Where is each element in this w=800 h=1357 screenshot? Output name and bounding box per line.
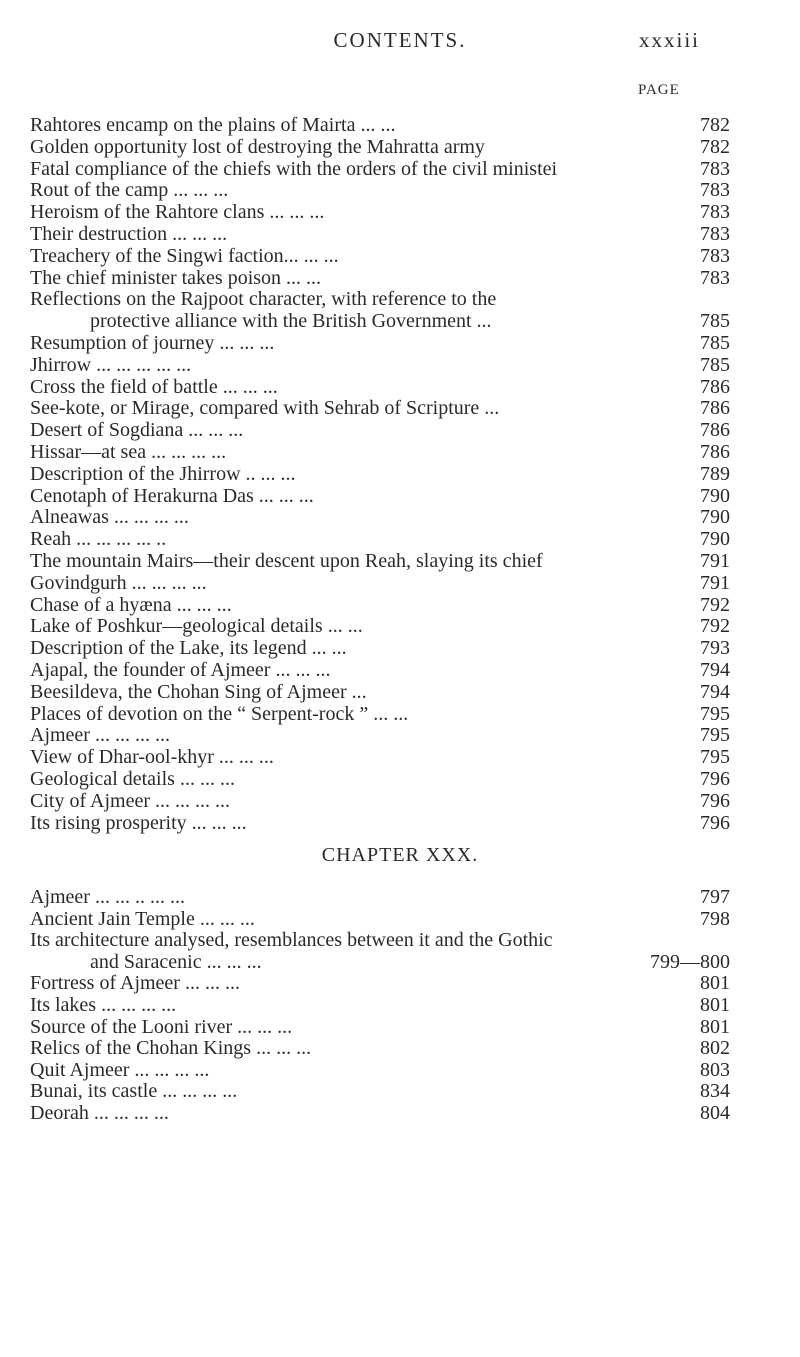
entry-title: Treachery of the Singwi faction... ... ... (30, 244, 339, 267)
entry-page-number: 782 (700, 135, 730, 158)
entry-page-number: 804 (700, 1101, 730, 1124)
toc-entry (30, 682, 730, 704)
entry-page-number: 785 (700, 310, 730, 333)
entry-page-number: 801 (700, 1015, 730, 1038)
entry-title: City of Ajmeer ... ... ... ... (30, 789, 230, 812)
page-folio: xxxiii (638, 28, 700, 52)
entry-title: Rout of the camp ... ... ... (30, 179, 229, 202)
entry-title: protective alliance with the British Government ... (90, 310, 492, 333)
entry-title: Govindgurh ... ... ... ... (30, 571, 207, 594)
entry-page-number: 792 (700, 615, 730, 638)
toc-entry (30, 224, 730, 246)
toc-entry (30, 791, 730, 813)
toc-entry (30, 973, 730, 995)
entry-title: Beesildeva, the Chohan Sing of Ajmeer ... (30, 680, 367, 703)
toc-entry (30, 507, 730, 529)
toc-entry (30, 725, 730, 747)
entry-title: Geological details ... ... ... (30, 767, 235, 790)
entry-page-number: 794 (700, 680, 730, 703)
entry-title: The chief minister takes poison ... ... (30, 266, 322, 289)
toc-entry (30, 268, 730, 290)
entry-title: Its rising prosperity ... ... ... (30, 811, 247, 834)
entry-title: Bunai, its castle ... ... ... ... (30, 1080, 238, 1103)
header-title: CONTENTS. (333, 28, 467, 52)
entry-page-number: 785 (700, 331, 730, 354)
entry-page-number: 834 (700, 1080, 730, 1103)
entry-page-number: 801 (700, 993, 730, 1016)
entry-title: and Saracenic ... ... ... (90, 950, 262, 973)
toc-entry (30, 747, 730, 769)
entry-page-number: 782 (700, 114, 730, 136)
entry-page-number: 797 (700, 886, 730, 908)
entry-page-number: 791 (700, 571, 730, 594)
entry-page-number: 796 (700, 767, 730, 790)
toc-entry (30, 377, 730, 399)
entry-page-number: 793 (700, 637, 730, 660)
toc-entry (30, 115, 730, 137)
toc-entry (30, 311, 730, 333)
entry-page-number: 790 (700, 484, 730, 507)
chapter-contents-list (30, 887, 730, 1125)
toc-entry (30, 887, 730, 909)
entry-page-number: 802 (700, 1037, 730, 1060)
toc-entry (30, 616, 730, 638)
toc-entry (30, 1060, 730, 1082)
entry-page-number: 783 (700, 244, 730, 267)
entry-title: Heroism of the Rahtore clans ... ... ... (30, 201, 325, 224)
entry-title: Hissar—at sea ... ... ... ... (30, 440, 227, 463)
entry-page-number: 790 (700, 506, 730, 529)
entry-title: Reflections on the Rajpoot character, with reference to the (30, 288, 497, 311)
toc-entry (30, 704, 730, 726)
entry-title: Its architecture analysed, resemblances between it and the Gothic (30, 929, 553, 952)
entry-title: Cross the field of battle ... ... ... (30, 375, 278, 398)
entry-page-number: 783 (700, 179, 730, 202)
toc-entry (30, 529, 730, 551)
toc-entry (30, 246, 730, 268)
toc-entry (30, 995, 730, 1017)
entry-page-number: 801 (700, 972, 730, 995)
toc-entry (30, 1081, 730, 1103)
page-column-label: PAGE (638, 82, 680, 98)
entry-page-number: 798 (700, 907, 730, 930)
entry-title: The mountain Mairs—their descent upon Reah, slaying its chief (30, 549, 543, 572)
contents-list (30, 115, 730, 834)
toc-entry (30, 551, 730, 573)
toc-entry (30, 909, 730, 931)
entry-page-number: 786 (700, 397, 730, 420)
toc-entry (30, 202, 730, 224)
toc-entry (30, 660, 730, 682)
entry-title: Chase of a hyæna ... ... ... (30, 593, 232, 616)
toc-entry (30, 813, 730, 835)
toc-entry (30, 289, 730, 311)
entry-page-number: 792 (700, 593, 730, 616)
entry-page-number: 791 (700, 549, 730, 572)
toc-entry (30, 420, 730, 442)
entry-title: Alneawas ... ... ... ... (30, 506, 189, 529)
entry-title: Jhirrow ... ... ... ... ... (30, 353, 192, 376)
entry-page-number: 783 (700, 222, 730, 245)
entry-page-number: 794 (700, 658, 730, 681)
toc-entry (30, 930, 730, 952)
entry-page-number: 786 (700, 419, 730, 442)
toc-entry (30, 159, 730, 181)
entry-page-number: 789 (700, 462, 730, 485)
entry-page-number: 795 (700, 724, 730, 747)
entry-title: Description of the Lake, its legend ... ... (30, 637, 347, 660)
toc-entry (30, 180, 730, 202)
entry-page-number: 786 (700, 440, 730, 463)
entry-page-number: 785 (700, 353, 730, 376)
entry-title: Ajmeer ... ... .. ... ... (30, 886, 185, 908)
entry-title: Description of the Jhirrow .. ... ... (30, 462, 296, 485)
entry-title: Deorah ... ... ... ... (30, 1101, 169, 1124)
running-header (120, 28, 700, 58)
entry-page-number: 795 (700, 746, 730, 769)
entry-title: Golden opportunity lost of destroying the Mahratta army (30, 135, 485, 158)
entry-title: View of Dhar-ool-khyr ... ... ... (30, 746, 274, 769)
entry-page-number: 799—800 (650, 950, 730, 973)
entry-page-number: 783 (700, 201, 730, 224)
entry-title: Fortress of Ajmeer ... ... ... (30, 972, 240, 995)
toc-entry (30, 638, 730, 660)
entry-page-number: 783 (700, 157, 730, 180)
entry-page-number: 796 (700, 811, 730, 834)
entry-title: Lake of Poshkur—geological details ... ... (30, 615, 363, 638)
entry-page-number: 790 (700, 528, 730, 551)
entry-page-number: 783 (700, 266, 730, 289)
entry-page-number: 795 (700, 702, 730, 725)
toc-entry (30, 952, 730, 974)
toc-entry (30, 1103, 730, 1125)
entry-title: See-kote, or Mirage, compared with Sehrab of Scripture ... (30, 397, 500, 420)
toc-entry (30, 442, 730, 464)
toc-entry (30, 769, 730, 791)
entry-title: Its lakes ... ... ... ... (30, 993, 177, 1016)
entry-title: Source of the Looni river ... ... ... (30, 1015, 293, 1038)
entry-title: Ancient Jain Temple ... ... ... (30, 907, 255, 930)
entry-title: Their destruction ... ... ... (30, 222, 228, 245)
toc-entry (30, 595, 730, 617)
entry-page-number: 786 (700, 375, 730, 398)
toc-entry (30, 464, 730, 486)
entry-title: Fatal compliance of the chiefs with the orders of the civil ministei (30, 157, 558, 180)
entry-page-number: 796 (700, 789, 730, 812)
toc-entry (30, 137, 730, 159)
toc-entry (30, 398, 730, 420)
entry-title: Resumption of journey ... ... ... (30, 331, 275, 354)
entry-title: Desert of Sogdiana ... ... ... (30, 419, 244, 442)
entry-title: Cenotaph of Herakurna Das ... ... ... (30, 484, 314, 507)
entry-title: Reah ... ... ... ... .. (30, 528, 167, 551)
toc-entry (30, 573, 730, 595)
toc-entry (30, 333, 730, 355)
entry-title: Rahtores encamp on the plains of Mairta ... ... (30, 114, 396, 136)
entry-title: Quit Ajmeer ... ... ... ... (30, 1058, 210, 1081)
entry-title: Relics of the Chohan Kings ... ... ... (30, 1037, 312, 1060)
entry-page-number: 803 (700, 1058, 730, 1081)
toc-entry (30, 486, 730, 508)
toc-entry (30, 355, 730, 377)
entry-title: Places of devotion on the “ Serpent-rock ” ... ... (30, 702, 409, 725)
toc-entry (30, 1038, 730, 1060)
entry-title: Ajapal, the founder of Ajmeer ... ... ... (30, 658, 331, 681)
chapter-heading: CHAPTER XXX. (321, 844, 479, 866)
entry-title: Ajmeer ... ... ... ... (30, 724, 170, 747)
toc-entry (30, 1017, 730, 1039)
